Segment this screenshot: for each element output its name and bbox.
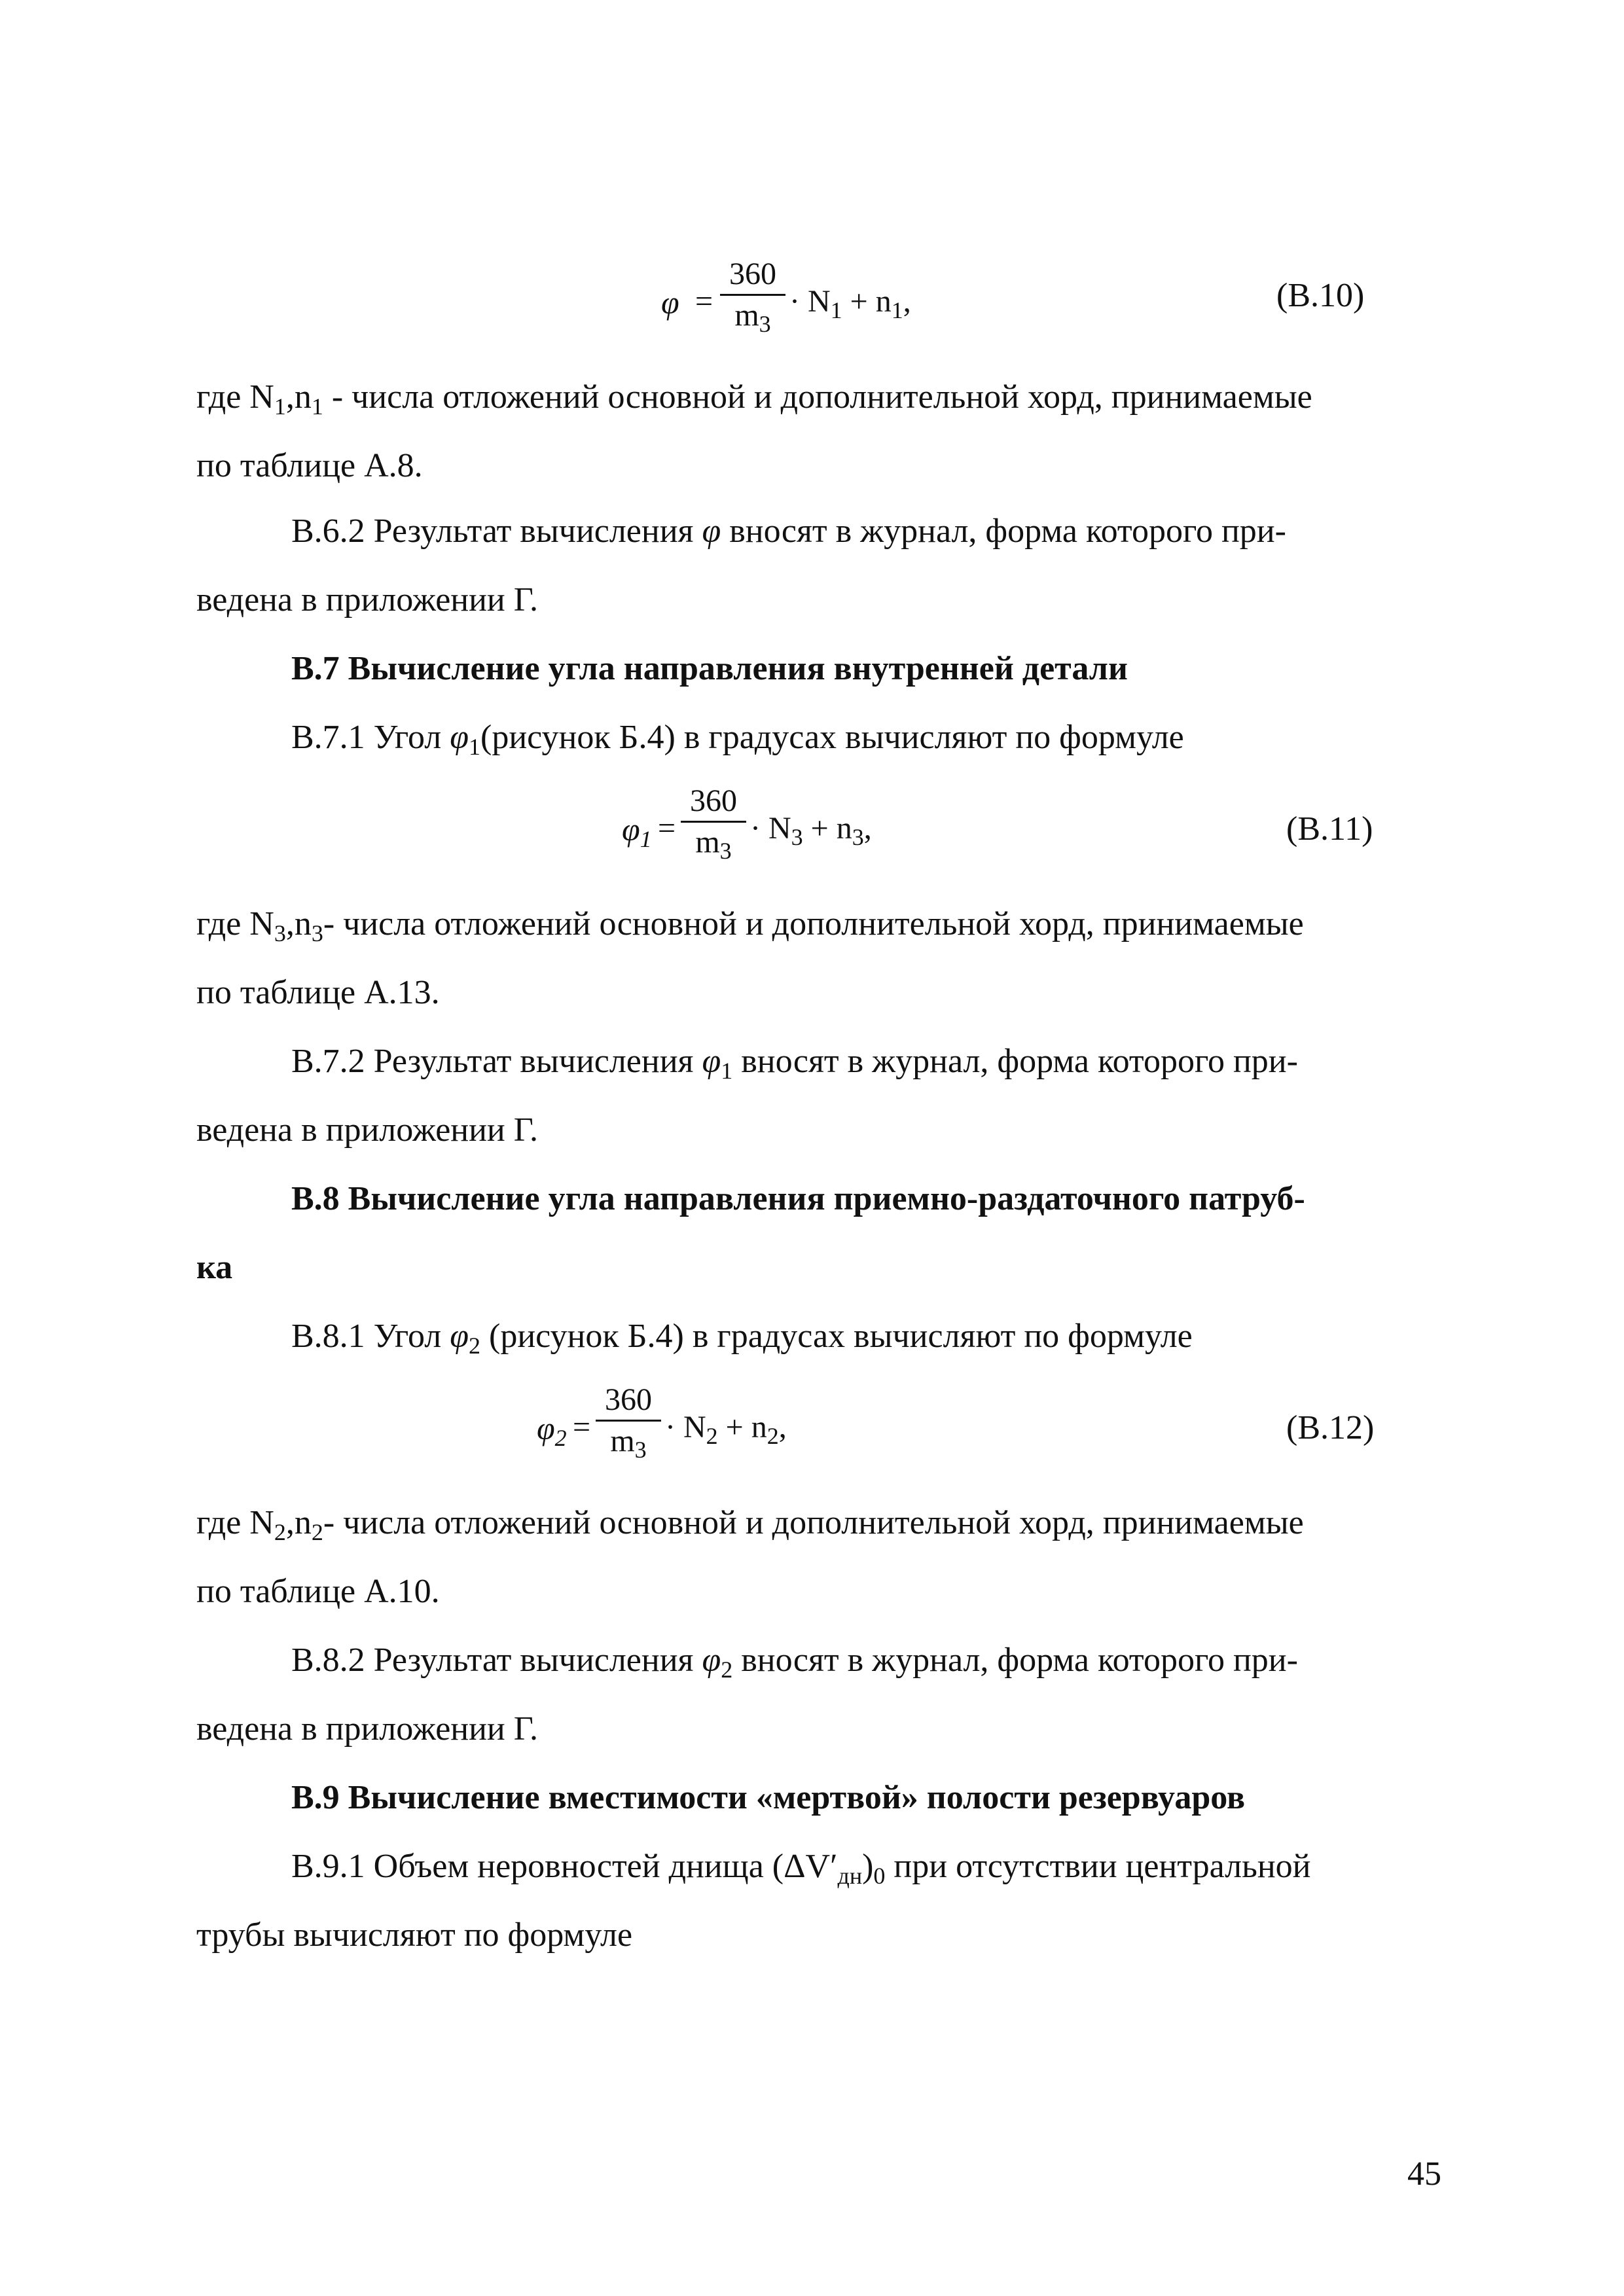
phi-symbol: $\varphi_2$ xyxy=(537,1410,567,1451)
formula-b11 xyxy=(622,785,916,877)
paragraph-b12-where: где $N_2,n_2-$ числа отложений основной и дополнительной хорд, принимаемые xyxy=(196,1504,1304,1545)
equation-number-b11: (В.11) xyxy=(1286,810,1373,848)
page-number: 45 xyxy=(1407,2155,1441,2193)
paragraph-b8-2: В.8.2 Результат вычисления $\varphi_2$ вносят в журнал, форма которого при- xyxy=(291,1641,1298,1683)
denominator: $m_3$ xyxy=(734,298,771,337)
fraction xyxy=(720,257,785,337)
formula-rest: · $N_3 + n_3$, xyxy=(750,811,872,850)
paragraph-b8-2-line2: ведена в приложении Г. xyxy=(196,1710,538,1748)
fraction-bar xyxy=(681,821,746,823)
fraction-bar xyxy=(720,294,785,296)
equals-sign: = xyxy=(695,284,713,319)
section-heading-b9: В.9 Вычисление вместимости «мертвой» полости резервуаров xyxy=(291,1779,1246,1816)
phi-symbol: $\varphi_1$ xyxy=(622,811,652,852)
paragraph-b9-1-line2: трубы вычисляют по формуле xyxy=(196,1916,633,1954)
equation-number-b10: (В.10) xyxy=(1276,277,1365,314)
paragraph-b6-2-line2: ведена в приложении Г. xyxy=(196,581,538,619)
fraction xyxy=(681,783,746,864)
section-heading-b7: В.7 Вычисление угла направления внутренней детали xyxy=(291,650,1128,687)
paragraph-b7-1: В.7.1 Угол $\varphi_1(рисунок$ Б.4) в градусах вычисляют по формуле xyxy=(291,719,1184,760)
denominator: $m_3$ xyxy=(695,825,732,864)
paragraph-b12-where-line2: по таблице А.10. xyxy=(196,1573,440,1610)
numerator: 360 xyxy=(690,783,737,818)
section-heading-b8: В.8 Вычисление угла направления приемно-раздаточного патруб- xyxy=(291,1180,1305,1217)
paragraph-b11-where-line2: по таблице А.13. xyxy=(196,974,440,1011)
section-heading-b8-line2: ка xyxy=(196,1249,233,1286)
formula-b12 xyxy=(537,1384,831,1476)
equals-sign: = xyxy=(573,1410,591,1444)
fraction-bar xyxy=(596,1420,661,1422)
paragraph-b7-2-line2: ведена в приложении Г. xyxy=(196,1111,538,1149)
denominator: $m_3$ xyxy=(610,1424,647,1463)
formula-b10 xyxy=(661,259,956,350)
equation-number-b12: (В.12) xyxy=(1286,1409,1375,1446)
paragraph-b10-where-line2: по таблице А.8. xyxy=(196,447,423,484)
paragraph-b8-1: В.8.1 Угол $\varphi_2$ (рисунок Б.4) в градусах вычисляют по формуле xyxy=(291,1318,1193,1359)
paragraph-b7-2: В.7.2 Результат вычисления $\varphi_1$ вносят в журнал, форма которого при- xyxy=(291,1043,1298,1084)
formula-rest: · $N_1 + n_1$, xyxy=(789,284,911,323)
equals-sign: = xyxy=(658,811,676,846)
formula-rest: · $N_2 + n_2$, xyxy=(665,1410,787,1449)
paragraph-b9-1: В.9.1 Объем неровностей днища $(\Delta V'_{дн})_0$ при отсутствии центральной xyxy=(291,1848,1311,1889)
paragraph-b11-where: где $N_3,n_3-$ числа отложений основной и дополнительной хорд, принимаемые xyxy=(196,905,1304,946)
fraction xyxy=(596,1382,661,1463)
numerator: 360 xyxy=(729,257,776,291)
paragraph-b6-2: В.6.2 Результат вычисления φ вносят в журнал, форма которого при- xyxy=(291,512,1286,550)
phi-symbol: φ xyxy=(661,284,679,321)
numerator: 360 xyxy=(605,1382,652,1417)
paragraph-b10-where: где $N_1,n_1$ - числа отложений основной и дополнительной хорд, принимаемые xyxy=(196,378,1312,420)
